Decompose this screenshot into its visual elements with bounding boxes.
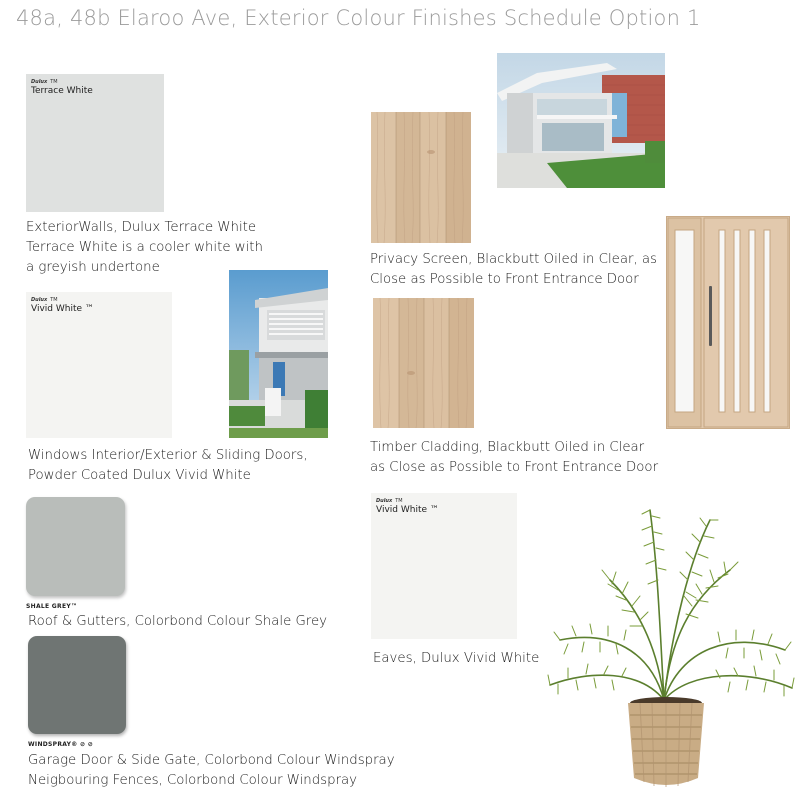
swatch-name: Vivid White ™ bbox=[31, 304, 94, 314]
terrace-white-swatch bbox=[26, 74, 164, 212]
garage-caption: Garage Door & Side Gate, Colorbond Colour Windspray Neigbouring Fences, Colorbond Colour Windspray bbox=[28, 753, 395, 788]
eaves-vivid-white-swatch bbox=[371, 493, 517, 639]
swatch-name: Vivid White ™ bbox=[376, 505, 439, 515]
shale-grey-label: SHALE GREY™ bbox=[26, 603, 78, 610]
cladding-timber-sample bbox=[373, 298, 474, 428]
swatch-brand: Dulux TM bbox=[376, 498, 403, 504]
house-render-image bbox=[497, 53, 665, 188]
exterior-walls-caption: ExteriorWalls, Dulux Terrace White Terrace White is a cooler white with a greyish undertone bbox=[26, 220, 263, 275]
townhouse-render-image bbox=[229, 270, 328, 438]
swatch-brand: Dulux TM bbox=[31, 79, 58, 85]
windspray-chip bbox=[28, 636, 126, 734]
windspray-label: WINDSPRAY® ⊘ ⊘ bbox=[28, 741, 94, 748]
swatch-name: Terrace White bbox=[31, 86, 93, 96]
front-entrance-door-image bbox=[666, 216, 790, 429]
windows-caption: Windows Interior/Exterior & Sliding Doors, Powder Coated Dulux Vivid White bbox=[28, 448, 308, 483]
eaves-caption: Eaves, Dulux Vivid White bbox=[373, 651, 540, 666]
page-title: 48a, 48b Elaroo Ave, Exterior Colour Finishes Schedule Option 1 bbox=[16, 6, 701, 30]
swatch-brand: Dulux TM bbox=[31, 297, 58, 303]
roof-caption: Roof & Gutters, Colorbond Colour Shale Grey bbox=[28, 614, 328, 629]
vivid-white-swatch bbox=[26, 292, 172, 438]
privacy-screen-caption: Privacy Screen, Blackbutt Oiled in Clear, as Close as Possible to Front Entrance Door bbox=[370, 252, 657, 287]
cladding-caption: Timber Cladding, Blackbutt Oiled in Clear as Close as Possible to Front Entrance Door bbox=[370, 440, 659, 475]
privacy-screen-timber-sample bbox=[371, 112, 471, 243]
shale-grey-chip bbox=[26, 497, 125, 596]
potted-palm-image bbox=[540, 500, 798, 792]
